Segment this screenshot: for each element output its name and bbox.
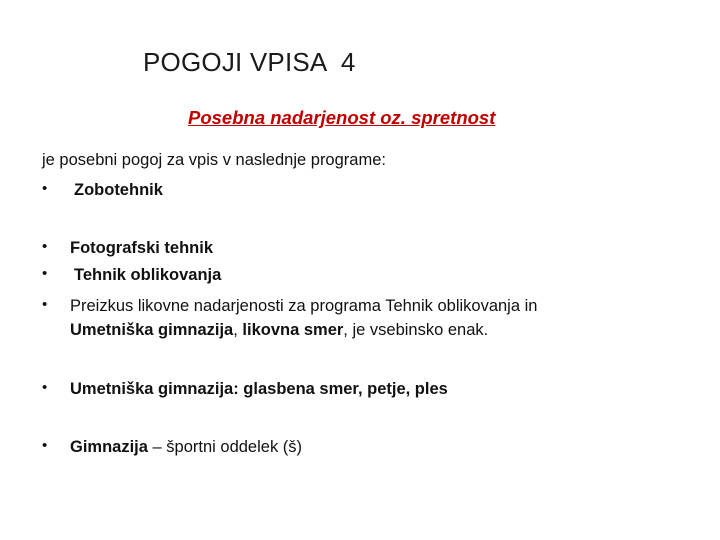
bullet-icon: • (42, 238, 48, 255)
list-item-text: Fotografski tehnik (70, 239, 214, 257)
separator-text: , (233, 321, 243, 339)
list-item-text: Zobotehnik (74, 181, 163, 199)
list-item-text: Umetniška gimnazija: glasbena smer, petje, ples (70, 380, 448, 398)
tail-text: – športni oddelek (š) (147, 438, 303, 456)
slide-subtitle: Posebna nadarjenost oz. spretnost (188, 107, 496, 128)
program-name: Umetniška gimnazija (70, 321, 234, 339)
list-item-line-1: Preizkus likovne nadarjenosti za programa Tehnik oblikovanja in (70, 297, 538, 315)
list-item-zobotehnik (42, 178, 163, 202)
bullet-icon: • (42, 180, 48, 197)
slide-title: POGOJI VPISA 4 (143, 47, 356, 77)
program-name: Gimnazija (70, 438, 148, 456)
program-name: likovna smer (242, 321, 344, 339)
list-item-line-2 (70, 318, 630, 342)
bullet-icon: • (42, 265, 48, 282)
list-item-umetniska-gimnazija (42, 377, 448, 401)
list-item-tehnik-oblikovanja (42, 263, 221, 287)
bullet-icon: • (42, 296, 48, 313)
bullet-icon: • (42, 379, 48, 396)
list-item-text (70, 435, 302, 459)
bullet-icon: • (42, 437, 48, 454)
intro-text: je posebni pogoj za vpis v naslednje programe: (42, 151, 386, 169)
list-item-text (70, 294, 630, 342)
list-item-text: Tehnik oblikovanja (74, 266, 222, 284)
list-item-fotografski-tehnik (42, 236, 213, 260)
list-item-gimnazija (42, 435, 302, 459)
tail-text: , je vsebinsko enak. (343, 321, 489, 339)
list-item-preizkus (42, 294, 630, 342)
